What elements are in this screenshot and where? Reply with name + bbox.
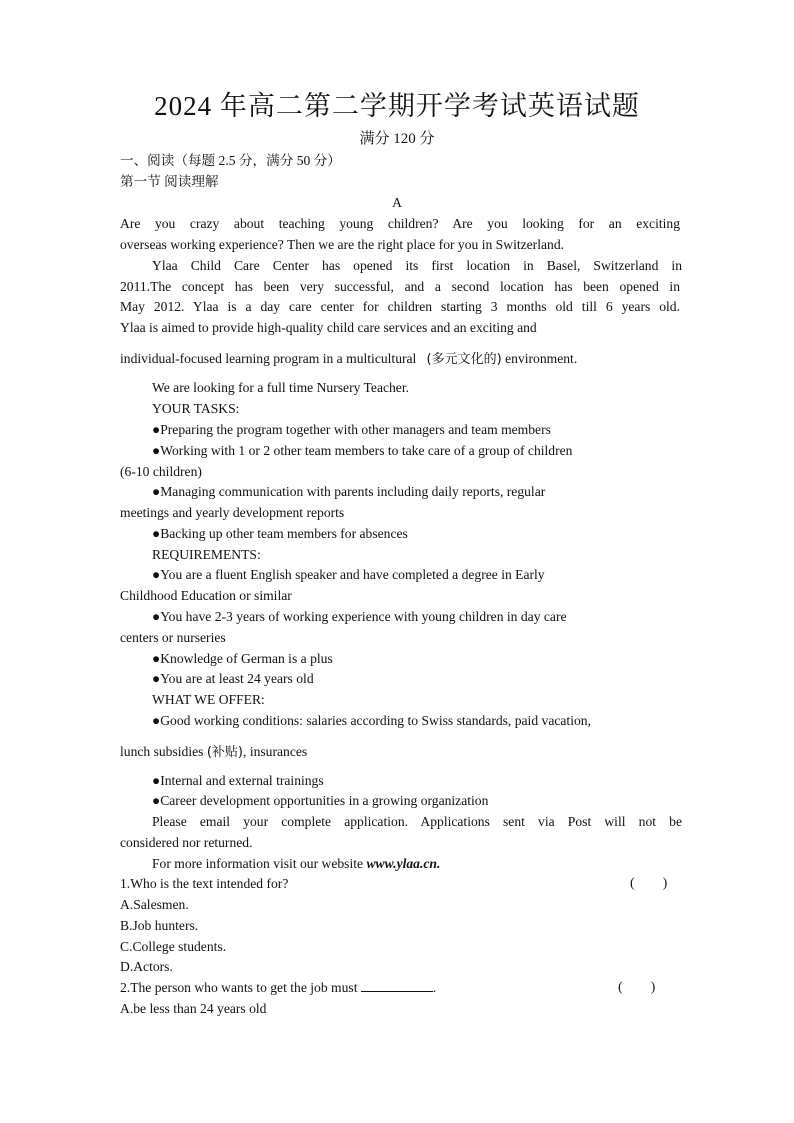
task-item: ●Preparing the program together with other managers and team members [152, 422, 551, 437]
task-item: ●Backing up other team members for absences [152, 526, 408, 541]
answer-option: A.Salesmen. [120, 897, 189, 912]
passage-text: individual-focused learning program in a multicultural [120, 351, 417, 366]
passage-line: overseas working experience? Then we are the right place for you in Switzerland. [120, 237, 565, 252]
passage-line [152, 854, 682, 874]
passage-line [120, 349, 680, 370]
task-item-cont: (6-10 children) [120, 464, 202, 479]
task-item: ●Working with 1 or 2 other team members to take care of a group of children [152, 443, 573, 458]
chinese-gloss: (多元文化的) [426, 352, 502, 367]
offer-item: ●Career development opportunities in a growing organization [152, 793, 489, 808]
passage-line: We are looking for a full time Nursery Teacher. [152, 380, 410, 395]
exam-title: 2024 年高二第二学期开学考试英语试题 [154, 91, 640, 121]
offer-item-cont [120, 742, 680, 763]
answer-option: A.be less than 24 years old [120, 1001, 267, 1016]
tasks-heading: YOUR TASKS: [152, 401, 240, 416]
passage-line: Ylaa Child Care Center has opened its first location in Basel, Switzerland in [152, 258, 682, 273]
question-stem [120, 978, 680, 998]
passage-text: , insurances [243, 744, 308, 759]
offer-item: ●Good working conditions: salaries according to Swiss standards, paid vacation, [152, 713, 591, 728]
answer-option: D.Actors. [120, 959, 173, 974]
requirement-item: ●You have 2-3 years of working experience with young children in day care [152, 609, 567, 624]
passage-line: Are you crazy about teaching young children? Are you looking for an exciting [120, 216, 680, 231]
question-text: 2.The person who wants to get the job must [120, 980, 358, 995]
task-item: ●Managing communication with parents including daily reports, regular [152, 484, 546, 499]
passage-line: considered nor returned. [120, 835, 253, 850]
chinese-gloss: (补贴) [206, 745, 244, 760]
section-heading: 一、阅读（每题 2.5 分，满分 50 分） [120, 153, 341, 168]
total-score: 满分 120 分 [359, 131, 435, 147]
question-text: . [432, 980, 437, 995]
subsection-heading: 第一节 阅读理解 [120, 174, 219, 189]
offer-item: ●Internal and external trainings [152, 773, 324, 788]
passage-line: May 2012. Ylaa is a day care center for children starting 3 months old till 6 years old. [120, 299, 680, 314]
question-stem: 1.Who is the text intended for? [120, 876, 289, 891]
requirement-item-cont: centers or nurseries [120, 630, 226, 645]
passage-text: lunch subsidies [120, 744, 204, 759]
answer-bracket[interactable]: ( ) [618, 980, 656, 995]
website-link[interactable]: www.ylaa.cn. [366, 856, 441, 871]
passage-label: A [392, 195, 402, 210]
answer-blank[interactable] [361, 978, 433, 992]
answer-option: C.College students. [120, 939, 227, 954]
requirement-item-cont: Childhood Education or similar [120, 588, 292, 603]
passage-line: Ylaa is aimed to provide high-quality child care services and an exciting and [120, 320, 537, 335]
passage-text: environment. [505, 351, 578, 366]
passage-line: Please email your complete application. Applications sent via Post will not be [152, 814, 682, 829]
requirement-item: ●You are a fluent English speaker and have completed a degree in Early [152, 567, 545, 582]
offer-heading: WHAT WE OFFER: [152, 692, 265, 707]
passage-text: For more information visit our website [152, 856, 364, 871]
requirement-item: ●Knowledge of German is a plus [152, 651, 333, 666]
requirement-item: ●You are at least 24 years old [152, 671, 314, 686]
answer-bracket[interactable]: ( ) [630, 876, 668, 891]
task-item-cont: meetings and yearly development reports [120, 505, 345, 520]
answer-option: B.Job hunters. [120, 918, 199, 933]
passage-line: 2011.The concept has been very successful, and a second location has been opened in [120, 279, 680, 294]
requirements-heading: REQUIREMENTS: [152, 547, 261, 562]
